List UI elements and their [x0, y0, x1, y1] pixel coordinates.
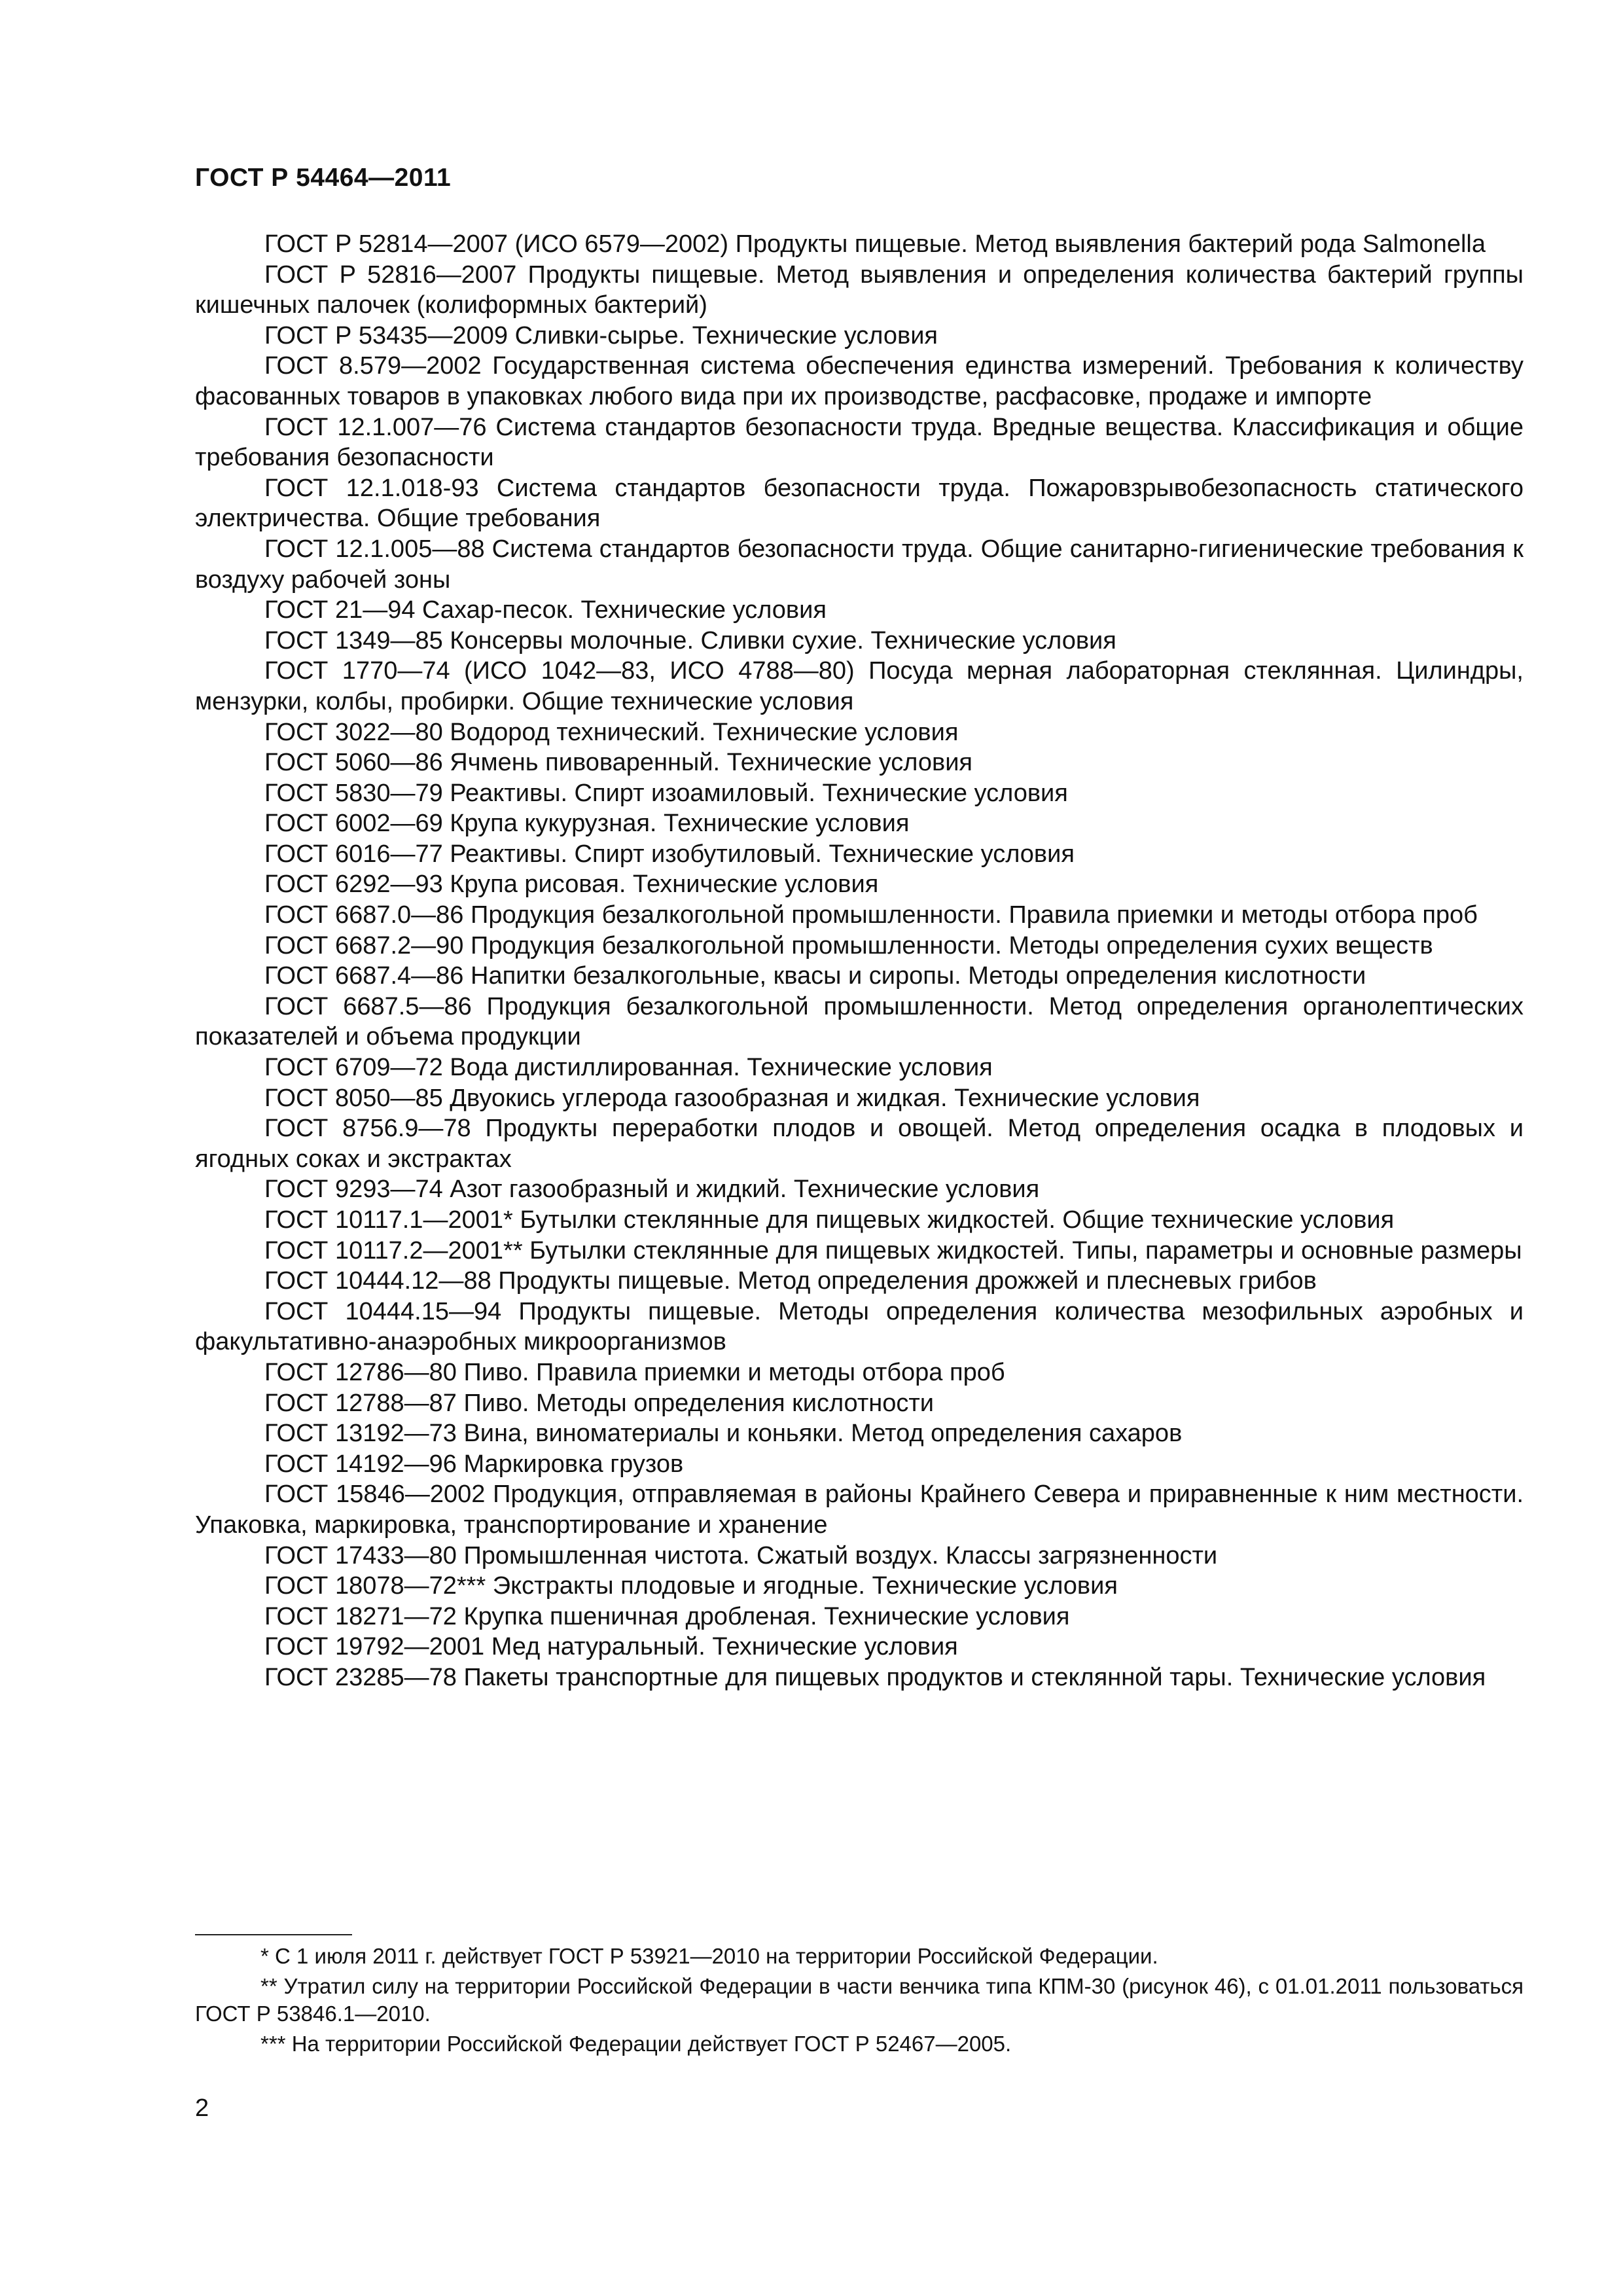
reference-item: ГОСТ 12.1.007—76 Система стандартов безопасности труда. Вредные вещества. Классификация и общие требования безопасности — [195, 413, 1524, 472]
normative-references-list — [195, 229, 1524, 1693]
reference-item: ГОСТ 10444.12—88 Продукты пищевые. Метод определения дрожжей и плесневых грибов — [264, 1267, 1317, 1295]
reference-item: ГОСТ 10117.1—2001* Бутылки стеклянные для пищевых жидкостей. Общие технические условия — [264, 1206, 1395, 1234]
reference-item: ГОСТ 10444.15—94 Продукты пищевые. Методы определения количества мезофильных аэробных и факультативно-анаэробных микроорганизмов — [195, 1297, 1524, 1356]
footnote: * С 1 июля 2011 г. действует ГОСТ Р 53921—2010 на территории Российской Федерации. — [260, 1944, 1158, 1968]
reference-item: ГОСТ 15846—2002 Продукция, отправляемая в районы Крайнего Севера и приравненные к ним местности. Упаковка, маркировка, транспортирование и хранение — [195, 1480, 1524, 1539]
reference-item: ГОСТ 12.1.018-93 Система стандартов безопасности труда. Пожаровзрывобезопасность статического электричества. Общие требования — [195, 474, 1524, 533]
reference-item: ГОСТ 6687.0—86 Продукция безалкогольной промышленности. Правила приемки и методы отбора проб — [264, 901, 1478, 929]
reference-item: ГОСТ 3022—80 Водород технический. Технические условия — [264, 718, 959, 746]
reference-item: ГОСТ 12786—80 Пиво. Правила приемки и методы отбора проб — [264, 1358, 1005, 1386]
footnote: *** На территории Российской Федерации действует ГОСТ Р 52467—2005. — [260, 2032, 1012, 2056]
reference-item: ГОСТ 18078—72*** Экстракты плодовые и ягодные. Технические условия — [264, 1572, 1118, 1600]
reference-item: ГОСТ 12.1.005—88 Система стандартов безопасности труда. Общие санитарно-гигиенические требования к воздуху рабочей зоны — [195, 535, 1524, 594]
document-code-header: ГОСТ Р 54464—2011 — [195, 164, 452, 192]
reference-item: ГОСТ 6292—93 Крупа рисовая. Технические условия — [264, 870, 879, 899]
reference-item: ГОСТ 19792—2001 Мед натуральный. Технические условия — [264, 1633, 958, 1661]
reference-item: ГОСТ Р 52814—2007 (ИСО 6579—2002) Продукты пищевые. Метод выявления бактерий рода Salmonella — [264, 230, 1486, 258]
reference-item: ГОСТ 6016—77 Реактивы. Спирт изобутиловый. Технические условия — [264, 840, 1075, 868]
reference-item: ГОСТ 18271—72 Крупка пшеничная дробленая. Технические условия — [264, 1602, 1070, 1630]
reference-item: ГОСТ 6687.4—86 Напитки безалкогольные, квасы и сиропы. Методы определения кислотности — [264, 962, 1366, 990]
reference-item: ГОСТ 9293—74 Азот газообразный и жидкий. Технические условия — [264, 1175, 1040, 1204]
reference-item: ГОСТ 6687.5—86 Продукция безалкогольной промышленности. Метод определения органолептических показателей и объема продукции — [195, 992, 1524, 1051]
footnote: ** Утратил силу на территории Российской Федерации в части венчика типа КПМ-30 (рисунок 46), с 01.01.2011 пользоваться ГОСТ Р 53846.1—2010. — [195, 1974, 1524, 2026]
reference-item: ГОСТ 17433—80 Промышленная чистота. Сжатый воздух. Классы загрязненности — [264, 1541, 1218, 1570]
reference-item: ГОСТ 10117.2—2001** Бутылки стеклянные для пищевых жидкостей. Типы, параметры и основные размеры — [264, 1236, 1522, 1265]
reference-item: ГОСТ 12788—87 Пиво. Методы определения кислотности — [264, 1389, 935, 1417]
reference-item: ГОСТ 6709—72 Вода дистиллированная. Технические условия — [264, 1054, 993, 1082]
reference-item: ГОСТ Р 53435—2009 Сливки-сырье. Технические условия — [264, 321, 938, 350]
reference-item: ГОСТ 1770—74 (ИСО 1042—83, ИСО 4788—80) Посуда мерная лабораторная стеклянная. Цилиндры, мензурки, колбы, пробирки. Общие технические условия — [195, 657, 1524, 715]
reference-item: ГОСТ 21—94 Сахар-песок. Технические условия — [264, 596, 827, 624]
reference-item: ГОСТ 8756.9—78 Продукты переработки плодов и овощей. Метод определения осадка в плодовых и ягодных соках и экстрактах — [195, 1115, 1524, 1173]
reference-item: ГОСТ 5060—86 Ячмень пивоваренный. Технические условия — [264, 749, 972, 777]
reference-item: ГОСТ Р 52816—2007 Продукты пищевые. Метод выявления и определения количества бактерий группы кишечных палочек (колиформных бактерий) — [195, 260, 1524, 319]
reference-item: ГОСТ 13192—73 Вина, виноматериалы и коньяки. Метод определения сахаров — [264, 1420, 1183, 1448]
page-number: 2 — [195, 2094, 209, 2122]
reference-item: ГОСТ 8050—85 Двуокись углерода газообразная и жидкая. Технические условия — [264, 1084, 1200, 1112]
footnote-separator — [195, 1934, 352, 1935]
footnotes-block — [195, 1943, 1524, 2060]
reference-item: ГОСТ 1349—85 Консервы молочные. Сливки сухие. Технические условия — [264, 626, 1116, 655]
reference-item: ГОСТ 5830—79 Реактивы. Спирт изоамиловый. Технические условия — [264, 779, 1068, 807]
reference-item: ГОСТ 6687.2—90 Продукция безалкогольной промышленности. Методы определения сухих веществ — [264, 931, 1433, 960]
reference-item: ГОСТ 23285—78 Пакеты транспортные для пищевых продуктов и стеклянной тары. Технические условия — [264, 1663, 1486, 1691]
reference-item: ГОСТ 6002—69 Крупа кукурузная. Технические условия — [264, 810, 910, 838]
reference-item: ГОСТ 8.579—2002 Государственная система обеспечения единства измерений. Требования к количеству фасованных товаров в упаковках любого вида при их производстве, расфасовке, продаже и импорте — [195, 352, 1524, 410]
reference-item: ГОСТ 14192—96 Маркировка грузов — [264, 1450, 684, 1478]
